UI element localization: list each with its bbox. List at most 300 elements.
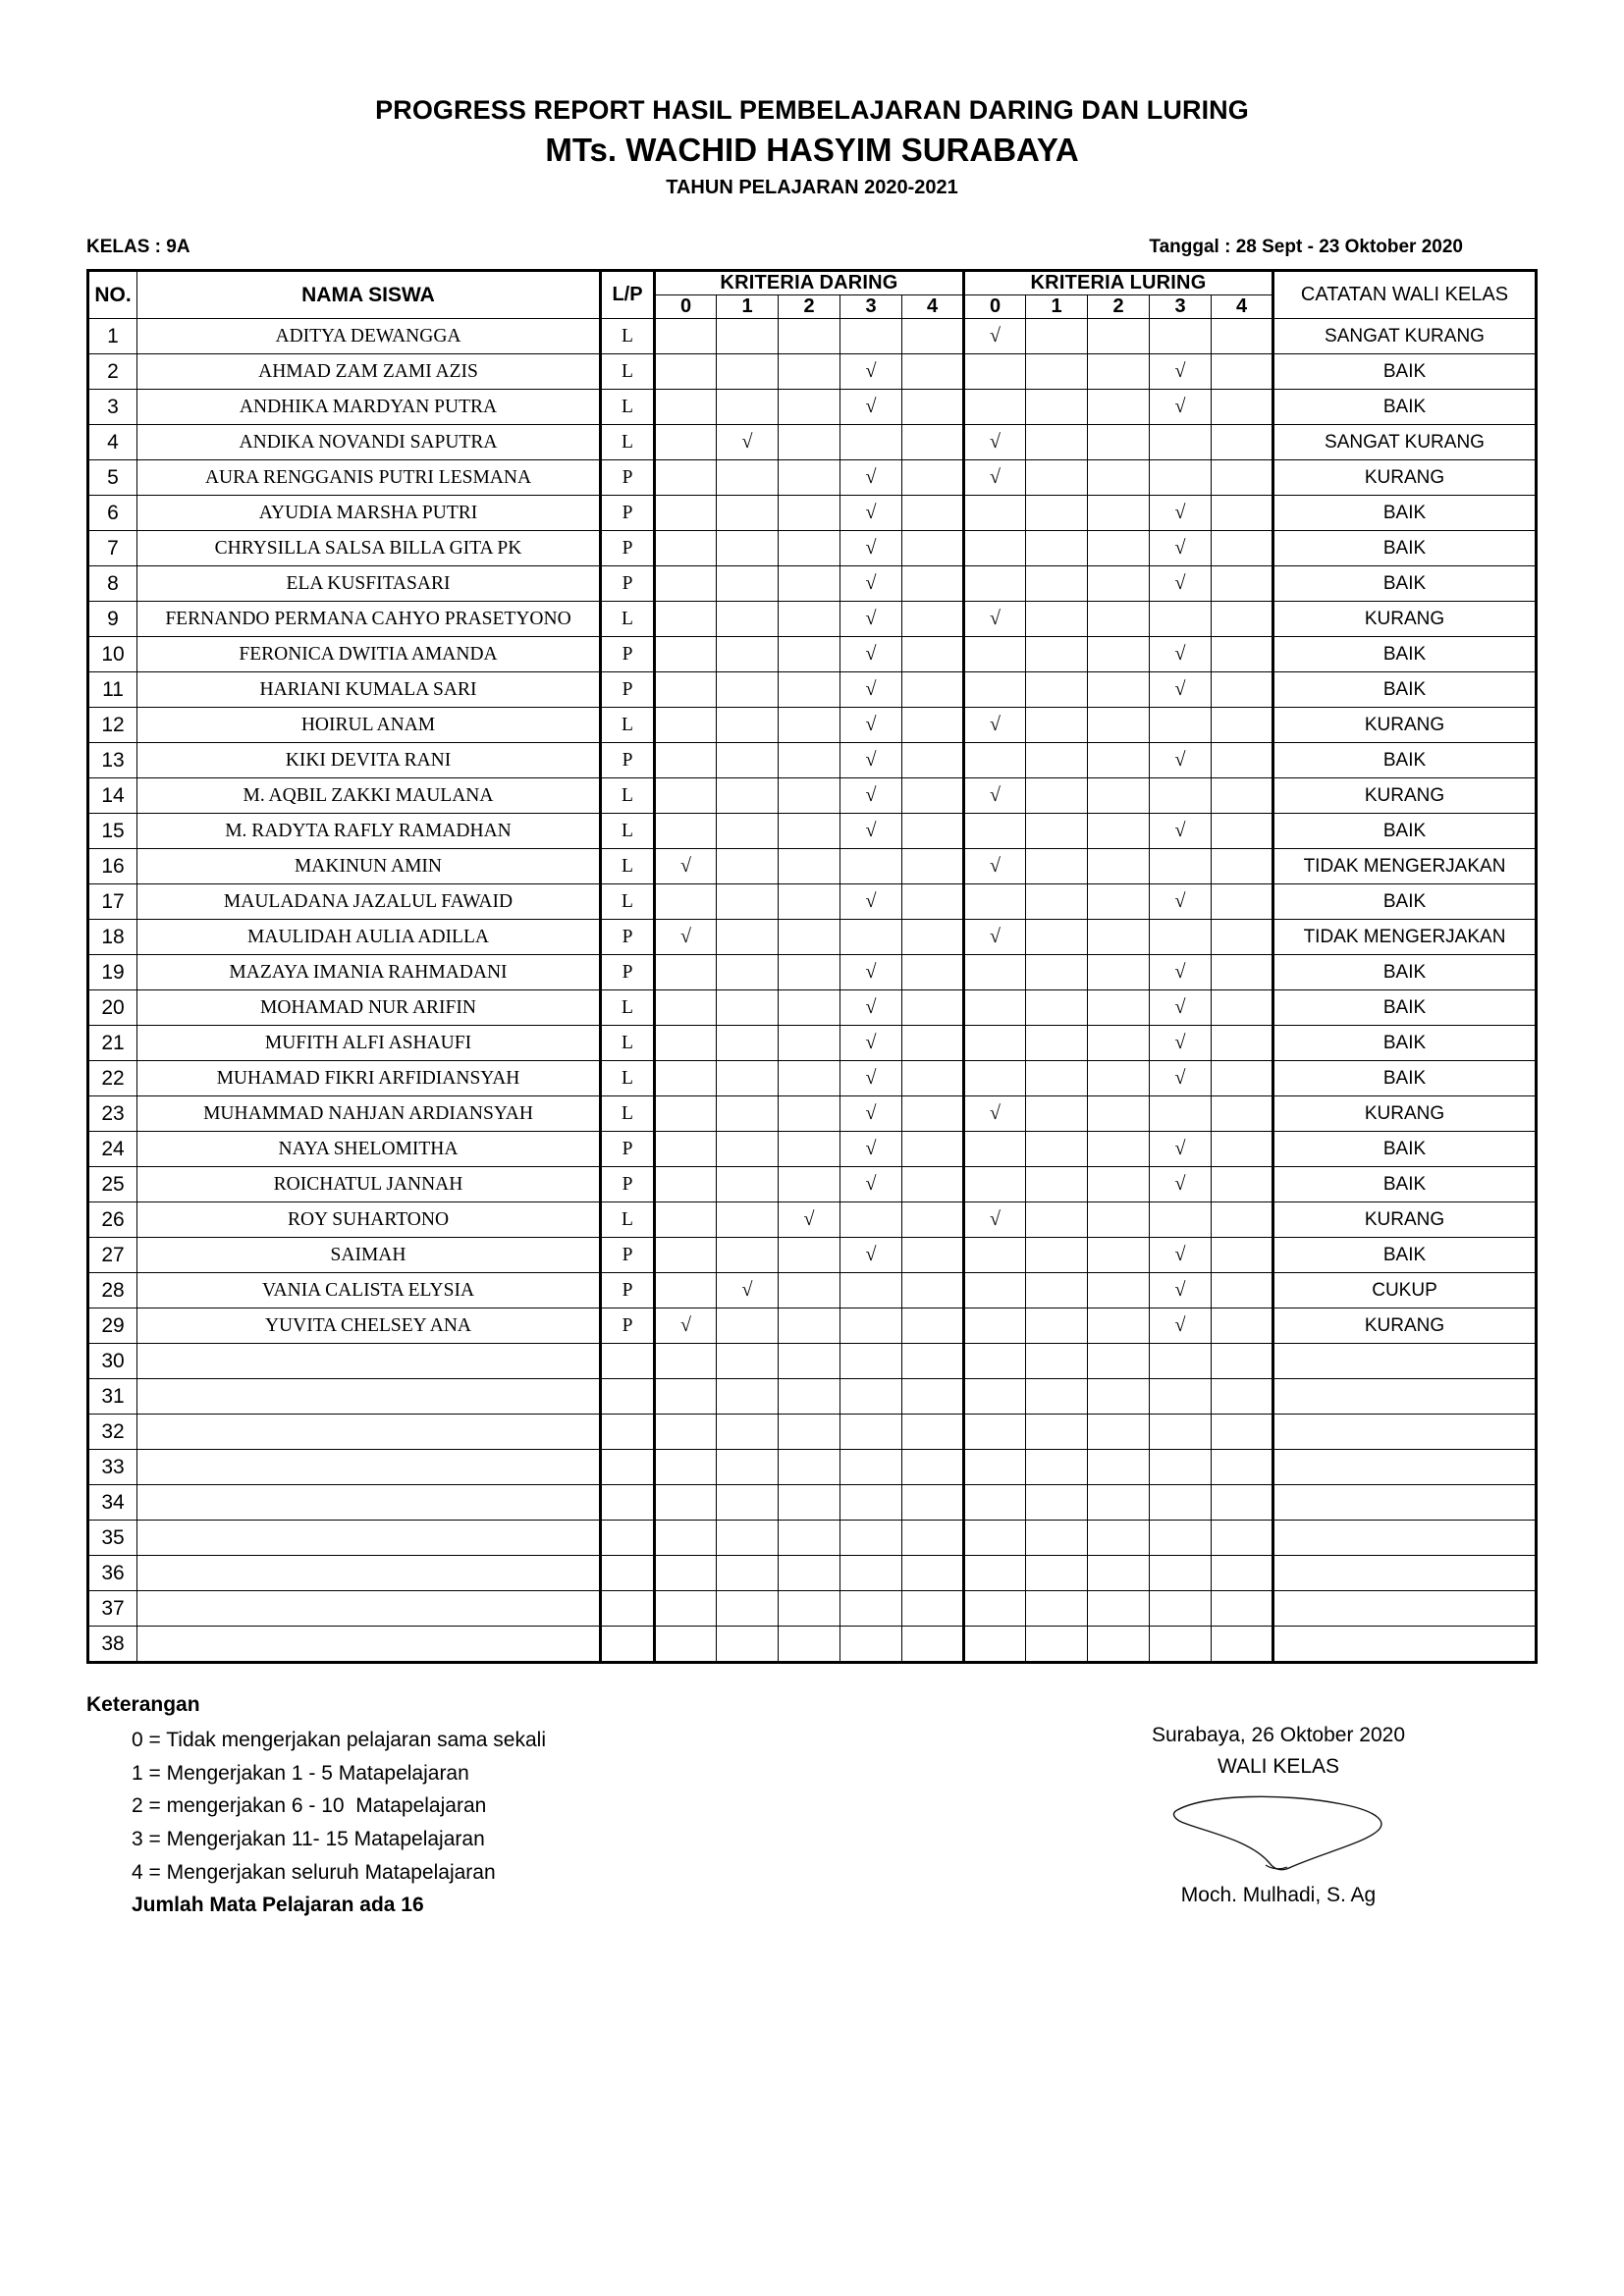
cell-catatan-wali-kelas: KURANG <box>1273 778 1537 814</box>
cell-catatan-wali-kelas: BAIK <box>1273 637 1537 672</box>
cell-lp: L <box>601 990 655 1026</box>
cell-luring-4 <box>1212 1238 1273 1273</box>
cell-luring-3 <box>1150 1415 1212 1450</box>
cell-daring-3: √ <box>840 743 902 778</box>
cell-luring-0: √ <box>964 602 1026 637</box>
cell-luring-0 <box>964 1273 1026 1308</box>
cell-daring-1 <box>717 955 779 990</box>
cell-daring-1 <box>717 1450 779 1485</box>
cell-luring-0 <box>964 1627 1026 1663</box>
cell-luring-3 <box>1150 1591 1212 1627</box>
cell-luring-4 <box>1212 1556 1273 1591</box>
cell-luring-0 <box>964 814 1026 849</box>
cell-nama-siswa: ELA KUSFITASARI <box>137 566 601 602</box>
cell-luring-4 <box>1212 1415 1273 1450</box>
cell-luring-3: √ <box>1150 496 1212 531</box>
cell-daring-3 <box>840 1591 902 1627</box>
cell-luring-0: √ <box>964 425 1026 460</box>
cell-no: 37 <box>88 1591 137 1627</box>
table-row <box>88 1521 1537 1556</box>
cell-nama-siswa: M. RADYTA RAFLY RAMADHAN <box>137 814 601 849</box>
cell-luring-4 <box>1212 1167 1273 1202</box>
cell-luring-1 <box>1026 1308 1088 1344</box>
cell-daring-0 <box>655 884 717 920</box>
cell-daring-2 <box>779 354 840 390</box>
cell-daring-2 <box>779 1167 840 1202</box>
cell-daring-1 <box>717 920 779 955</box>
cell-daring-4 <box>902 531 964 566</box>
progress-report-table <box>86 269 1538 1664</box>
col-header-daring-2: 2 <box>779 295 840 319</box>
cell-nama-siswa: MUFITH ALFI ASHAUFI <box>137 1026 601 1061</box>
cell-luring-4 <box>1212 849 1273 884</box>
cell-daring-1 <box>717 637 779 672</box>
cell-nama-siswa: ADITYA DEWANGGA <box>137 319 601 354</box>
cell-luring-4 <box>1212 602 1273 637</box>
cell-daring-4 <box>902 1061 964 1096</box>
cell-daring-0 <box>655 1591 717 1627</box>
cell-nama-siswa <box>137 1591 601 1627</box>
signature-place-date: Surabaya, 26 Oktober 2020 <box>1151 1724 1405 1747</box>
cell-lp: P <box>601 496 655 531</box>
cell-daring-3 <box>840 1521 902 1556</box>
cell-luring-2 <box>1088 1344 1150 1379</box>
cell-no: 10 <box>88 637 137 672</box>
cell-no: 18 <box>88 920 137 955</box>
cell-no: 4 <box>88 425 137 460</box>
cell-daring-1 <box>717 708 779 743</box>
table-row <box>88 566 1537 602</box>
table-row <box>88 1450 1537 1485</box>
cell-no: 29 <box>88 1308 137 1344</box>
cell-daring-3: √ <box>840 566 902 602</box>
keterangan-line-0: 0 = Tidak mengerjakan pelajaran sama sekali <box>132 1729 546 1752</box>
cell-daring-3 <box>840 1627 902 1663</box>
keterangan-line-2: 2 = mengerjakan 6 - 10 Matapelajaran <box>132 1794 487 1818</box>
table-row <box>88 743 1537 778</box>
cell-daring-0 <box>655 1379 717 1415</box>
cell-catatan-wali-kelas <box>1273 1344 1537 1379</box>
cell-daring-2 <box>779 1485 840 1521</box>
cell-lp: L <box>601 425 655 460</box>
cell-daring-1 <box>717 1238 779 1273</box>
cell-lp: P <box>601 955 655 990</box>
cell-daring-4 <box>902 849 964 884</box>
cell-catatan-wali-kelas <box>1273 1556 1537 1591</box>
cell-daring-0 <box>655 1521 717 1556</box>
cell-lp: L <box>601 884 655 920</box>
cell-daring-0 <box>655 1096 717 1132</box>
cell-nama-siswa: VANIA CALISTA ELYSIA <box>137 1273 601 1308</box>
cell-luring-1 <box>1026 1450 1088 1485</box>
cell-catatan-wali-kelas: BAIK <box>1273 990 1537 1026</box>
cell-lp: L <box>601 319 655 354</box>
cell-catatan-wali-kelas: BAIK <box>1273 1132 1537 1167</box>
cell-no: 8 <box>88 566 137 602</box>
cell-daring-3: √ <box>840 460 902 496</box>
cell-catatan-wali-kelas: BAIK <box>1273 814 1537 849</box>
cell-luring-0 <box>964 1026 1026 1061</box>
cell-luring-2 <box>1088 1450 1150 1485</box>
keterangan-line-1: 1 = Mengerjakan 1 - 5 Matapelajaran <box>132 1761 469 1785</box>
cell-luring-3: √ <box>1150 672 1212 708</box>
cell-luring-0 <box>964 672 1026 708</box>
cell-luring-2 <box>1088 849 1150 884</box>
cell-nama-siswa: MAULADANA JAZALUL FAWAID <box>137 884 601 920</box>
cell-daring-2 <box>779 743 840 778</box>
cell-luring-2 <box>1088 1521 1150 1556</box>
cell-daring-0 <box>655 354 717 390</box>
cell-daring-1 <box>717 1379 779 1415</box>
cell-luring-4 <box>1212 460 1273 496</box>
cell-daring-1 <box>717 672 779 708</box>
cell-luring-0 <box>964 354 1026 390</box>
cell-luring-2 <box>1088 425 1150 460</box>
cell-luring-4 <box>1212 1521 1273 1556</box>
table-row <box>88 884 1537 920</box>
footer-block <box>86 1693 1538 1922</box>
cell-luring-4 <box>1212 708 1273 743</box>
cell-daring-3: √ <box>840 390 902 425</box>
jumlah-mata-pelajaran-note: Jumlah Mata Pelajaran ada 16 <box>132 1894 424 1917</box>
cell-daring-0 <box>655 1415 717 1450</box>
cell-catatan-wali-kelas <box>1273 1415 1537 1450</box>
cell-luring-2 <box>1088 955 1150 990</box>
table-row <box>88 637 1537 672</box>
cell-daring-2 <box>779 814 840 849</box>
cell-daring-4 <box>902 1308 964 1344</box>
cell-luring-3 <box>1150 849 1212 884</box>
cell-daring-3 <box>840 1556 902 1591</box>
cell-daring-2 <box>779 1061 840 1096</box>
cell-luring-1 <box>1026 672 1088 708</box>
cell-luring-2 <box>1088 319 1150 354</box>
cell-daring-3: √ <box>840 955 902 990</box>
cell-luring-3 <box>1150 319 1212 354</box>
cell-daring-2: √ <box>779 1202 840 1238</box>
table-row <box>88 1061 1537 1096</box>
cell-luring-0 <box>964 1132 1026 1167</box>
cell-luring-1 <box>1026 460 1088 496</box>
cell-luring-4 <box>1212 637 1273 672</box>
cell-daring-2 <box>779 1627 840 1663</box>
cell-luring-3: √ <box>1150 1026 1212 1061</box>
cell-nama-siswa: MUHAMMAD NAHJAN ARDIANSYAH <box>137 1096 601 1132</box>
cell-no: 16 <box>88 849 137 884</box>
cell-nama-siswa <box>137 1627 601 1663</box>
title-line-2: MTs. WACHID HASYIM SURABAYA <box>545 131 1079 168</box>
cell-luring-2 <box>1088 390 1150 425</box>
cell-luring-1 <box>1026 920 1088 955</box>
cell-daring-0: √ <box>655 849 717 884</box>
cell-catatan-wali-kelas: KURANG <box>1273 602 1537 637</box>
cell-luring-1 <box>1026 1344 1088 1379</box>
cell-luring-4 <box>1212 955 1273 990</box>
col-header-luring-3: 3 <box>1150 295 1212 319</box>
cell-luring-4 <box>1212 319 1273 354</box>
cell-luring-4 <box>1212 1591 1273 1627</box>
cell-no: 24 <box>88 1132 137 1167</box>
cell-daring-2 <box>779 460 840 496</box>
cell-luring-3: √ <box>1150 1167 1212 1202</box>
cell-daring-2 <box>779 778 840 814</box>
cell-nama-siswa <box>137 1521 601 1556</box>
cell-catatan-wali-kelas: TIDAK MENGERJAKAN <box>1273 849 1537 884</box>
cell-catatan-wali-kelas: BAIK <box>1273 1238 1537 1273</box>
cell-daring-1 <box>717 602 779 637</box>
cell-luring-2 <box>1088 1591 1150 1627</box>
col-header-daring-4: 4 <box>902 295 964 319</box>
cell-luring-2 <box>1088 1132 1150 1167</box>
cell-nama-siswa: NAYA SHELOMITHA <box>137 1132 601 1167</box>
cell-daring-0 <box>655 1202 717 1238</box>
cell-luring-4 <box>1212 496 1273 531</box>
cell-luring-3: √ <box>1150 1061 1212 1096</box>
cell-nama-siswa: FERNANDO PERMANA CAHYO PRASETYONO <box>137 602 601 637</box>
cell-lp: L <box>601 1026 655 1061</box>
cell-daring-2 <box>779 496 840 531</box>
cell-daring-3: √ <box>840 1167 902 1202</box>
cell-lp: P <box>601 637 655 672</box>
cell-luring-4 <box>1212 354 1273 390</box>
cell-luring-2 <box>1088 778 1150 814</box>
cell-daring-4 <box>902 1591 964 1627</box>
keterangan-title: Keterangan <box>86 1693 200 1717</box>
cell-luring-1 <box>1026 1167 1088 1202</box>
cell-nama-siswa: ROY SUHARTONO <box>137 1202 601 1238</box>
table-row <box>88 778 1537 814</box>
cell-luring-0: √ <box>964 319 1026 354</box>
cell-nama-siswa: YUVITA CHELSEY ANA <box>137 1308 601 1344</box>
cell-luring-4 <box>1212 1202 1273 1238</box>
cell-daring-1 <box>717 1521 779 1556</box>
cell-daring-4 <box>902 496 964 531</box>
cell-daring-0 <box>655 602 717 637</box>
cell-nama-siswa: ROICHATUL JANNAH <box>137 1167 601 1202</box>
cell-lp: L <box>601 390 655 425</box>
cell-daring-3: √ <box>840 708 902 743</box>
cell-catatan-wali-kelas: BAIK <box>1273 496 1537 531</box>
cell-daring-0 <box>655 1273 717 1308</box>
cell-daring-1 <box>717 1132 779 1167</box>
cell-luring-0: √ <box>964 920 1026 955</box>
cell-daring-0 <box>655 1485 717 1521</box>
cell-luring-0 <box>964 390 1026 425</box>
cell-daring-4 <box>902 1485 964 1521</box>
cell-daring-4 <box>902 425 964 460</box>
cell-luring-2 <box>1088 1096 1150 1132</box>
table-row <box>88 1202 1537 1238</box>
document-title-block <box>86 0 1538 200</box>
cell-daring-4 <box>902 637 964 672</box>
cell-nama-siswa: AYUDIA MARSHA PUTRI <box>137 496 601 531</box>
cell-daring-2 <box>779 1379 840 1415</box>
cell-luring-3: √ <box>1150 531 1212 566</box>
cell-daring-2 <box>779 1591 840 1627</box>
cell-daring-4 <box>902 1450 964 1485</box>
keterangan-block <box>86 1693 852 1922</box>
cell-no: 12 <box>88 708 137 743</box>
cell-catatan-wali-kelas: KURANG <box>1273 708 1537 743</box>
cell-daring-1 <box>717 531 779 566</box>
cell-luring-3: √ <box>1150 955 1212 990</box>
cell-luring-2 <box>1088 884 1150 920</box>
cell-daring-2 <box>779 920 840 955</box>
cell-luring-0 <box>964 1344 1026 1379</box>
cell-luring-3 <box>1150 1450 1212 1485</box>
cell-lp: L <box>601 849 655 884</box>
cell-lp: L <box>601 602 655 637</box>
cell-daring-2 <box>779 602 840 637</box>
cell-luring-2 <box>1088 1167 1150 1202</box>
cell-luring-4 <box>1212 390 1273 425</box>
table-row <box>88 672 1537 708</box>
table-row <box>88 602 1537 637</box>
cell-daring-1: √ <box>717 1273 779 1308</box>
cell-luring-0 <box>964 1450 1026 1485</box>
table-row <box>88 1273 1537 1308</box>
cell-no: 13 <box>88 743 137 778</box>
cell-catatan-wali-kelas: KURANG <box>1273 1202 1537 1238</box>
table-row <box>88 1026 1537 1061</box>
cell-luring-4 <box>1212 990 1273 1026</box>
cell-daring-3: √ <box>840 531 902 566</box>
cell-luring-2 <box>1088 566 1150 602</box>
keterangan-line-4: 4 = Mengerjakan seluruh Matapelajaran <box>132 1860 496 1884</box>
cell-daring-1 <box>717 566 779 602</box>
cell-luring-0: √ <box>964 460 1026 496</box>
cell-daring-4 <box>902 1026 964 1061</box>
cell-luring-3 <box>1150 708 1212 743</box>
cell-daring-1 <box>717 1026 779 1061</box>
cell-catatan-wali-kelas: BAIK <box>1273 1167 1537 1202</box>
cell-daring-0 <box>655 990 717 1026</box>
cell-luring-3 <box>1150 1556 1212 1591</box>
cell-nama-siswa <box>137 1450 601 1485</box>
cell-daring-0 <box>655 1238 717 1273</box>
col-header-luring-2: 2 <box>1088 295 1150 319</box>
cell-daring-0 <box>655 1026 717 1061</box>
table-row <box>88 1238 1537 1273</box>
cell-daring-3 <box>840 849 902 884</box>
cell-luring-4 <box>1212 1132 1273 1167</box>
cell-luring-4 <box>1212 1627 1273 1663</box>
cell-no: 28 <box>88 1273 137 1308</box>
cell-luring-1 <box>1026 1379 1088 1415</box>
cell-catatan-wali-kelas: BAIK <box>1273 672 1537 708</box>
cell-daring-1 <box>717 390 779 425</box>
cell-luring-1 <box>1026 496 1088 531</box>
cell-daring-1 <box>717 1167 779 1202</box>
cell-catatan-wali-kelas: BAIK <box>1273 531 1537 566</box>
cell-no: 27 <box>88 1238 137 1273</box>
cell-daring-0 <box>655 1061 717 1096</box>
cell-luring-0 <box>964 1308 1026 1344</box>
cell-daring-3: √ <box>840 602 902 637</box>
cell-luring-1 <box>1026 1415 1088 1450</box>
cell-luring-3: √ <box>1150 884 1212 920</box>
cell-daring-2 <box>779 1344 840 1379</box>
cell-nama-siswa <box>137 1344 601 1379</box>
cell-daring-4 <box>902 1273 964 1308</box>
cell-daring-2 <box>779 672 840 708</box>
cell-daring-0 <box>655 566 717 602</box>
cell-luring-1 <box>1026 1485 1088 1521</box>
cell-daring-4 <box>902 1202 964 1238</box>
cell-catatan-wali-kelas: BAIK <box>1273 354 1537 390</box>
cell-luring-3: √ <box>1150 1273 1212 1308</box>
cell-catatan-wali-kelas <box>1273 1627 1537 1663</box>
cell-luring-4 <box>1212 531 1273 566</box>
cell-no: 26 <box>88 1202 137 1238</box>
cell-no: 9 <box>88 602 137 637</box>
cell-luring-3 <box>1150 425 1212 460</box>
cell-luring-2 <box>1088 1415 1150 1450</box>
cell-lp: L <box>601 1202 655 1238</box>
cell-daring-4 <box>902 955 964 990</box>
cell-daring-2 <box>779 955 840 990</box>
cell-lp: P <box>601 531 655 566</box>
cell-catatan-wali-kelas: BAIK <box>1273 1026 1537 1061</box>
cell-daring-4 <box>902 743 964 778</box>
cell-luring-3: √ <box>1150 814 1212 849</box>
cell-luring-2 <box>1088 1202 1150 1238</box>
cell-no: 20 <box>88 990 137 1026</box>
cell-daring-0 <box>655 672 717 708</box>
col-header-no: NO. <box>88 271 137 319</box>
cell-daring-4 <box>902 1096 964 1132</box>
cell-catatan-wali-kelas: CUKUP <box>1273 1273 1537 1308</box>
cell-luring-2 <box>1088 1061 1150 1096</box>
cell-no: 25 <box>88 1167 137 1202</box>
cell-daring-3 <box>840 1379 902 1415</box>
cell-no: 6 <box>88 496 137 531</box>
cell-daring-4 <box>902 1379 964 1415</box>
cell-luring-3: √ <box>1150 566 1212 602</box>
cell-nama-siswa <box>137 1485 601 1521</box>
cell-luring-1 <box>1026 1061 1088 1096</box>
cell-daring-3 <box>840 920 902 955</box>
cell-lp <box>601 1379 655 1415</box>
cell-nama-siswa <box>137 1556 601 1591</box>
cell-luring-1 <box>1026 1202 1088 1238</box>
cell-luring-4 <box>1212 1096 1273 1132</box>
cell-luring-2 <box>1088 602 1150 637</box>
cell-daring-2 <box>779 1132 840 1167</box>
cell-daring-1 <box>717 849 779 884</box>
cell-no: 22 <box>88 1061 137 1096</box>
cell-daring-3 <box>840 1273 902 1308</box>
cell-luring-0 <box>964 1167 1026 1202</box>
cell-luring-0 <box>964 566 1026 602</box>
cell-daring-2 <box>779 708 840 743</box>
cell-catatan-wali-kelas <box>1273 1591 1537 1627</box>
table-row <box>88 1485 1537 1521</box>
cell-catatan-wali-kelas <box>1273 1485 1537 1521</box>
cell-luring-2 <box>1088 814 1150 849</box>
table-row <box>88 1379 1537 1415</box>
cell-daring-1: √ <box>717 425 779 460</box>
cell-daring-3 <box>840 1485 902 1521</box>
cell-daring-2 <box>779 990 840 1026</box>
cell-no: 11 <box>88 672 137 708</box>
cell-luring-0 <box>964 955 1026 990</box>
cell-nama-siswa: SAIMAH <box>137 1238 601 1273</box>
table-row <box>88 319 1537 354</box>
cell-lp: L <box>601 814 655 849</box>
keterangan-line-3: 3 = Mengerjakan 11- 15 Matapelajaran <box>132 1827 485 1850</box>
cell-luring-0: √ <box>964 778 1026 814</box>
